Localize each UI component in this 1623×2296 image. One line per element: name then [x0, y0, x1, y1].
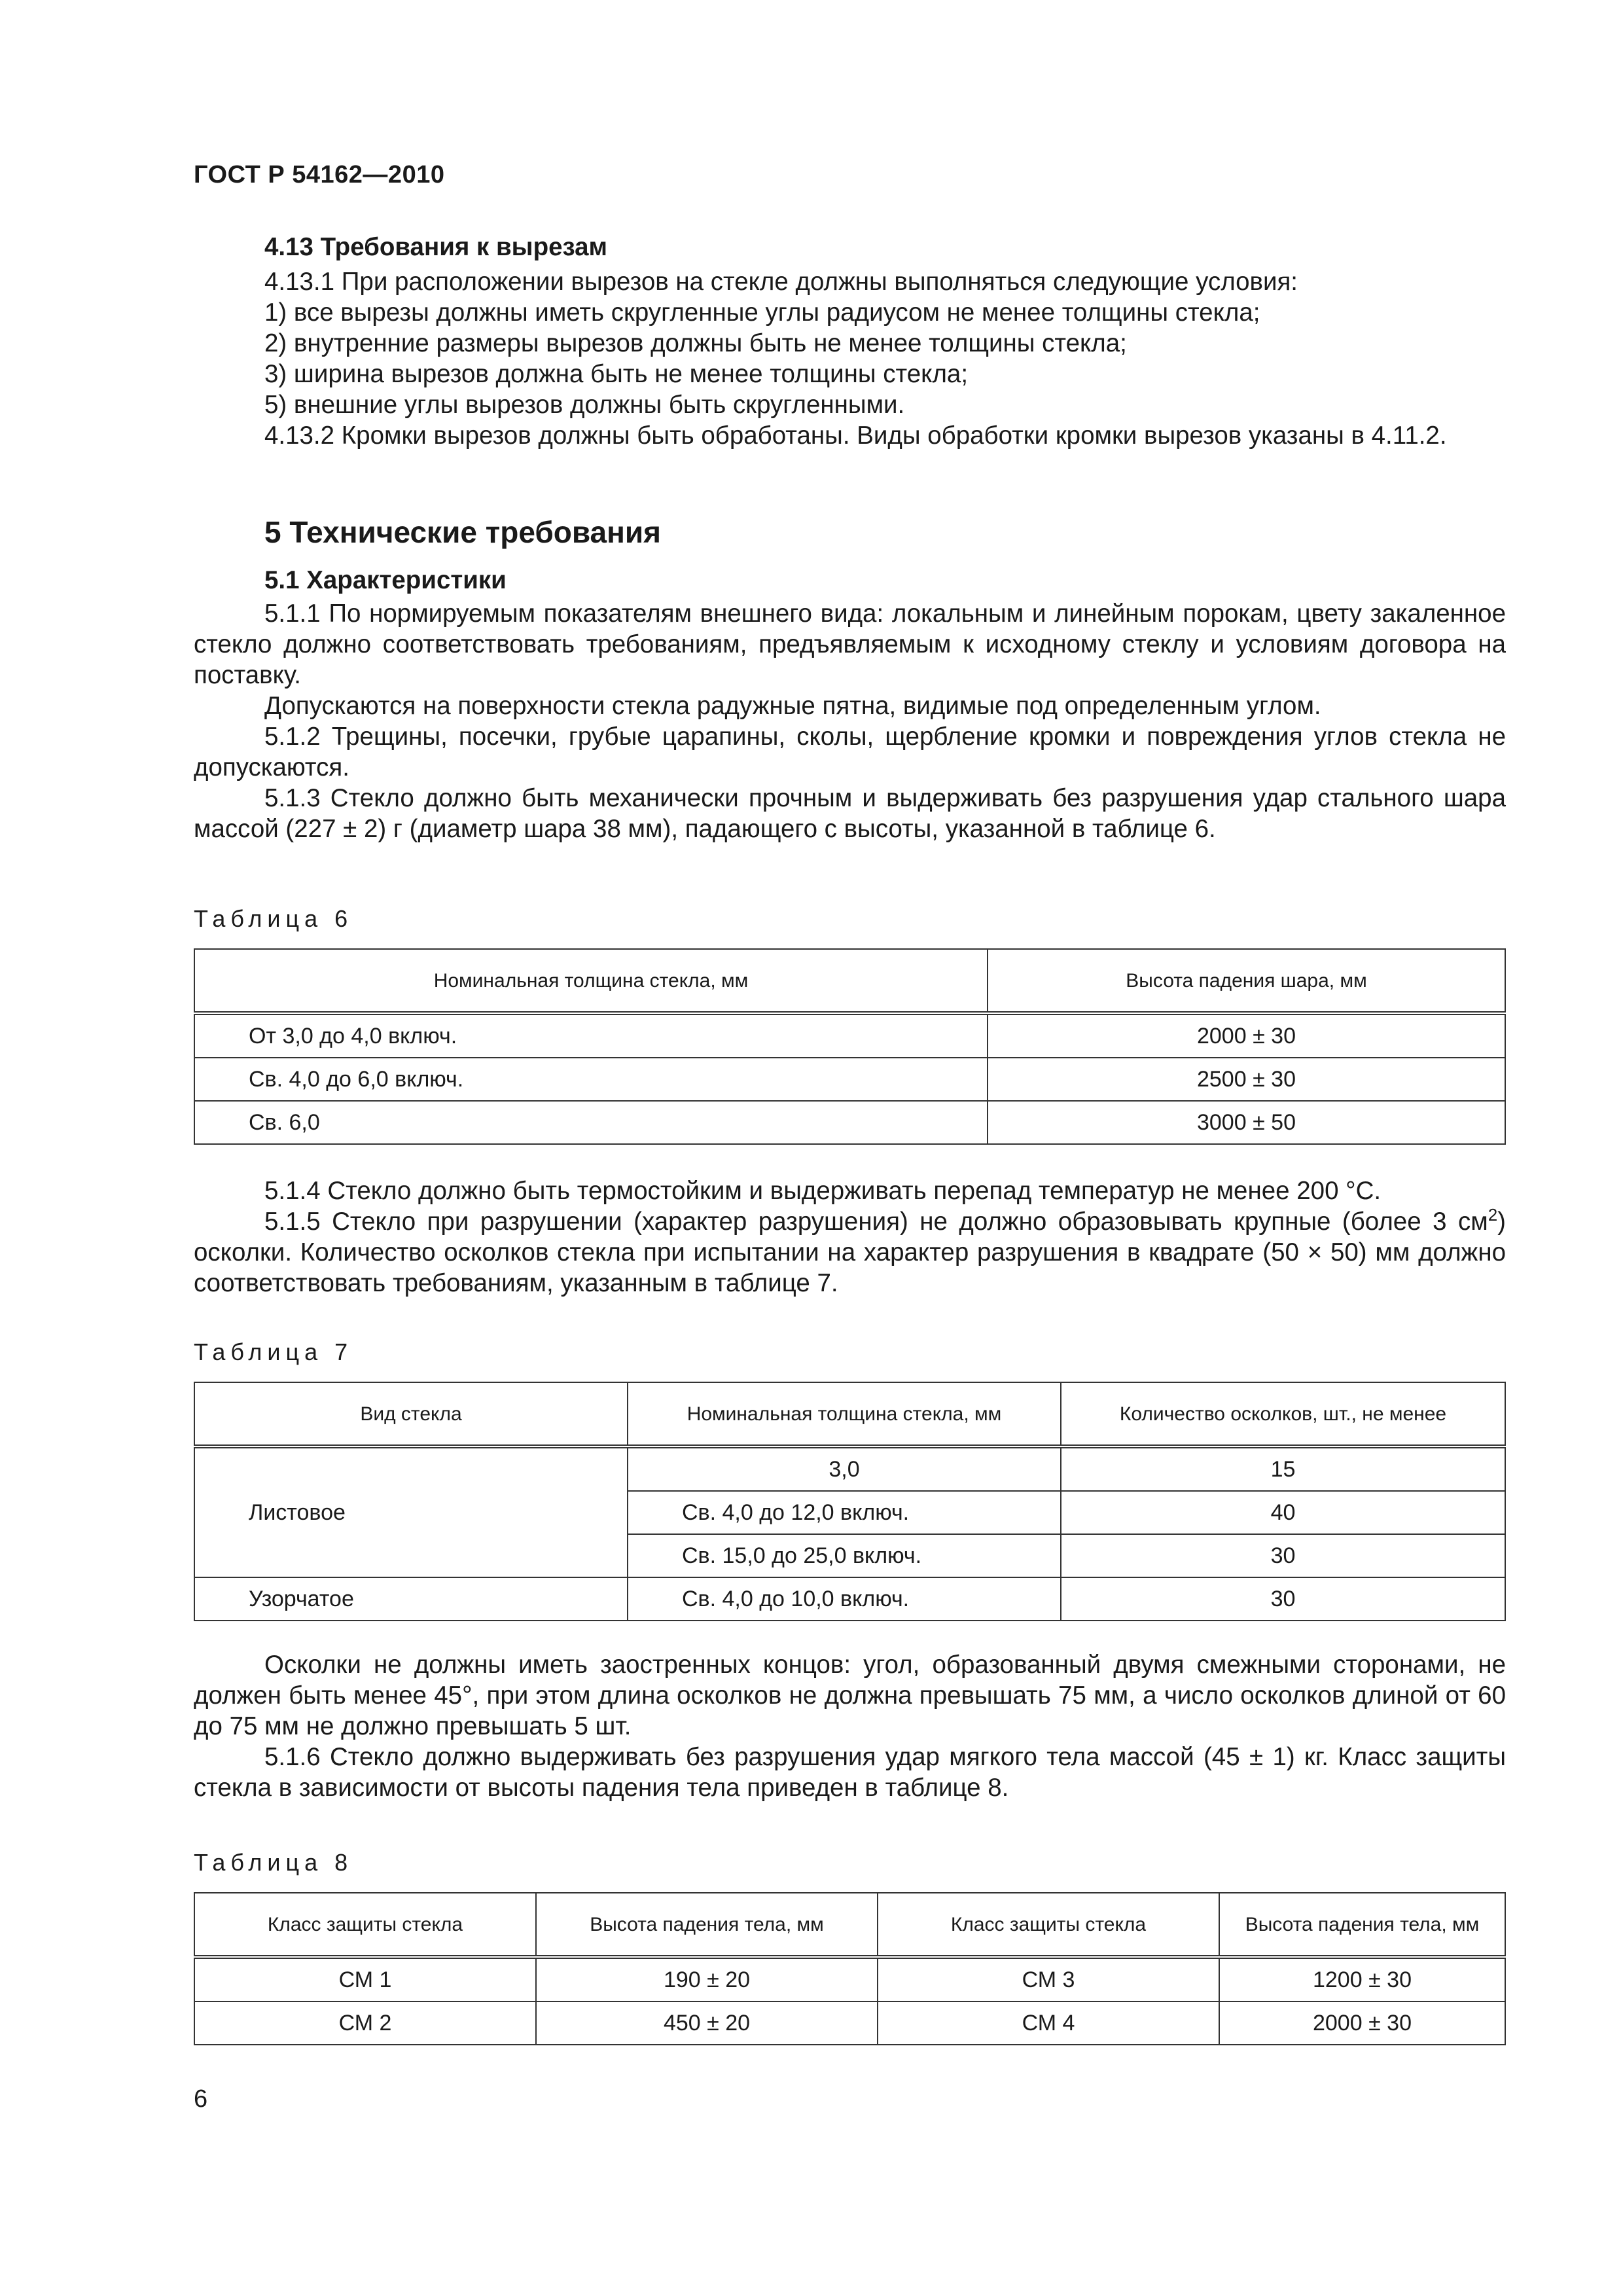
- table-header-cell: Номинальная толщина стекла, мм: [194, 949, 988, 1013]
- superscript: 2: [1488, 1205, 1498, 1225]
- table-row: [194, 1013, 1505, 1058]
- section-5-1-6: [194, 1649, 1506, 1803]
- table-header-cell: Класс защиты стекла: [194, 1893, 536, 1957]
- table-6: [194, 948, 1506, 1145]
- table-caption: Таблица 8: [194, 1849, 353, 1876]
- table-cell: СМ 4: [878, 2001, 1219, 2045]
- paragraph: 5.1.6 Стекло должно выдерживать без разрушения удар мягкого тела массой (45 ± 1) кг. Класс защиты стекла в зависимости от высоты падения тела приведен в таблице 8.: [194, 1743, 1506, 1802]
- table-cell: Св. 4,0 до 10,0 включ.: [628, 1577, 1061, 1621]
- paragraph: Осколки не должны иметь заостренных концов: угол, образованный двумя смежными сторонами, не должен быть менее 45°, при этом длина осколков не должна превышать 75 мм, а число осколков длиной от 60 до 75 мм не должно превышать 5 шт.: [194, 1651, 1506, 1740]
- list-item: 5) внешние углы вырезов должны быть скругленными.: [264, 391, 905, 419]
- table-cell: 30: [1061, 1577, 1505, 1621]
- table-cell: 1200 ± 30: [1219, 1957, 1505, 2001]
- table-cell: 2500 ± 30: [988, 1058, 1505, 1101]
- table-row: [194, 1446, 1505, 1491]
- table-cell: 30: [1061, 1534, 1505, 1577]
- paragraph: 4.13.2 Кромки вырезов должны быть обработаны. Виды обработки кромки вырезов указаны в 4.11.2.: [264, 422, 1447, 450]
- paragraph: 5.1.1 По нормируемым показателям внешнего вида: локальным и линейным порокам, цвету закаленное стекло должно соответствовать требованиям, предъявляемым к исходному стеклу и условиям договора на поставку.: [194, 600, 1506, 689]
- list-item: 1) все вырезы должны иметь скругленные углы радиусом не менее толщины стекла;: [264, 298, 1260, 327]
- table-cell: 190 ± 20: [536, 1957, 878, 2001]
- table-cell: СМ 2: [194, 2001, 536, 2045]
- table-row: [194, 1058, 1505, 1101]
- table-8-block: [194, 1847, 1506, 2045]
- table-cell: 15: [1061, 1446, 1505, 1491]
- table-cell: 40: [1061, 1491, 1505, 1534]
- paragraph: 5.1.3 Стекло должно быть механически прочным и выдерживать без разрушения удар стального шара массой (227 ± 2) г (диаметр шара 38 мм), падающего с высоты, указанной в таблице 6.: [194, 784, 1506, 843]
- table-cell: СМ 1: [194, 1957, 536, 2001]
- list-item: 2) внутренние размеры вырезов должны быть не менее толщины стекла;: [264, 329, 1127, 357]
- table-cell: 3,0: [628, 1446, 1061, 1491]
- table-header-cell: Номинальная толщина стекла, мм: [628, 1382, 1061, 1446]
- table-header-cell: Количество осколков, шт., не менее: [1061, 1382, 1505, 1446]
- table-7-block: [194, 1336, 1506, 1621]
- paragraph: Допускаются на поверхности стекла радужные пятна, видимые под определенным углом.: [264, 692, 1321, 720]
- table-cell: 2000 ± 30: [988, 1013, 1505, 1058]
- section-5: [194, 517, 1506, 844]
- section-heading: 5 Технические требования: [264, 515, 661, 549]
- paragraph: 4.13.1 При расположении вырезов на стекле должны выполняться следующие условия:: [264, 268, 1298, 296]
- table-row: [194, 1577, 1505, 1621]
- document-header: ГОСТ Р 54162—2010: [194, 161, 445, 188]
- table-cell: Св. 4,0 до 6,0 включ.: [194, 1058, 988, 1101]
- table-cell: Св. 15,0 до 25,0 включ.: [628, 1534, 1061, 1577]
- section-heading: 4.13 Требования к вырезам: [264, 233, 608, 261]
- table-cell: СМ 3: [878, 1957, 1219, 2001]
- text-run: ) осколки. Количество осколков стекла при испытании на характер разрушения в квадрате (50 × 50) мм должно соответствовать требованиям, указанным в таблице 7.: [194, 1208, 1506, 1297]
- table-8: [194, 1892, 1506, 2045]
- page-number: 6: [194, 2085, 208, 2113]
- table-cell: 450 ± 20: [536, 2001, 878, 2045]
- table-cell: От 3,0 до 4,0 включ.: [194, 1013, 988, 1058]
- subsection-heading: 5.1 Характеристики: [264, 566, 507, 594]
- table-header-cell: Высота падения шара, мм: [988, 949, 1505, 1013]
- table-row: [194, 2001, 1505, 2045]
- table-7: [194, 1382, 1506, 1621]
- list-item: 3) ширина вырезов должна быть не менее толщины стекла;: [264, 360, 969, 388]
- table-6-block: [194, 903, 1506, 1145]
- table-row: [194, 1101, 1505, 1144]
- table-header-cell: Высота падения тела, мм: [1219, 1893, 1505, 1957]
- table-row: [194, 1957, 1505, 2001]
- table-cell: Узорчатое: [194, 1577, 628, 1621]
- paragraph: 5.1.4 Стекло должно быть термостойким и выдерживать перепад температур не менее 200 °С.: [264, 1177, 1382, 1205]
- section-5-1-4: [194, 1175, 1506, 1299]
- table-header-cell: Высота падения тела, мм: [536, 1893, 878, 1957]
- table-cell: Св. 6,0: [194, 1101, 988, 1144]
- paragraph: 5.1.2 Трещины, посечки, грубые царапины, сколы, щербление кромки и повреждения углов стекла не допускаются.: [194, 723, 1506, 781]
- paragraph: [194, 1206, 1506, 1299]
- table-cell: Св. 4,0 до 12,0 включ.: [628, 1491, 1061, 1534]
- table-cell: 2000 ± 30: [1219, 2001, 1505, 2045]
- table-caption: Таблица 7: [194, 1338, 353, 1365]
- table-header-cell: Вид стекла: [194, 1382, 628, 1446]
- table-cell: 3000 ± 50: [988, 1101, 1505, 1144]
- text-run: 5.1.5 Стекло при разрушении (характер разрушения) не должно образовывать крупные (более 3 см: [264, 1208, 1488, 1236]
- section-4-13: [194, 232, 1506, 451]
- table-caption: Таблица 6: [194, 905, 353, 932]
- table-cell: Листовое: [194, 1446, 628, 1577]
- table-header-cell: Класс защиты стекла: [878, 1893, 1219, 1957]
